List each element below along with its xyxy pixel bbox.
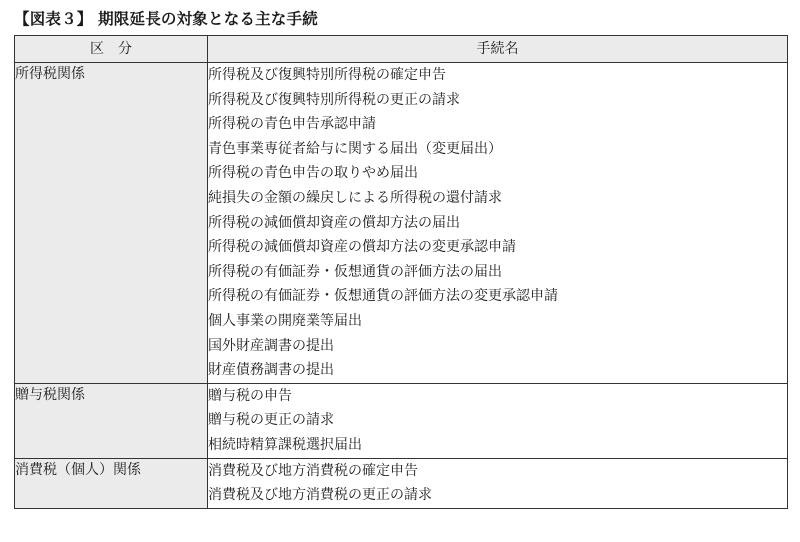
category-cell: 所得税関係 [15, 63, 208, 384]
procedure-item: 所得税の青色申告承認申請 [208, 116, 376, 133]
procedure-list-cell [208, 383, 788, 458]
procedure-list [208, 63, 787, 383]
procedure-item: 所得税の減価償却資産の償却方法の変更承認申請 [208, 239, 516, 256]
figure-title: 【図表３】 期限延長の対象となる主な手続 [14, 10, 318, 28]
procedure-item: 純損失の金額の繰戻しによる所得税の還付請求 [208, 189, 502, 206]
procedure-item: 財産債務調書の提出 [208, 362, 334, 379]
procedure-item: 所得税の減価償却資産の償却方法の届出 [208, 214, 460, 231]
table-header-row [15, 36, 788, 63]
procedure-list [208, 459, 787, 508]
procedure-item: 所得税及び復興特別所得税の更正の請求 [208, 91, 460, 108]
procedure-item: 個人事業の開廃業等届出 [208, 312, 362, 329]
procedure-list-cell [208, 458, 788, 508]
category-cell: 贈与税関係 [15, 383, 208, 458]
header-procedure: 手続名 [208, 36, 788, 63]
procedure-item: 所得税及び復興特別所得税の確定申告 [208, 67, 446, 83]
procedure-item: 国外財産調書の提出 [208, 337, 334, 354]
procedure-item: 消費税及び地方消費税の更正の請求 [208, 487, 432, 504]
category-cell: 消費税（個人）関係 [15, 458, 208, 508]
procedures-table [14, 35, 788, 509]
table-row [15, 383, 788, 458]
procedure-list [208, 384, 787, 458]
procedure-item: 青色事業専従者給与に関する届出（変更届出） [208, 140, 502, 157]
procedure-item: 相続時精算課税選択届出 [208, 436, 362, 453]
table-row [15, 458, 788, 508]
procedure-item: 贈与税の申告 [208, 387, 292, 404]
procedure-item: 所得税の有価証券・仮想通貨の評価方法の変更承認申請 [208, 288, 558, 305]
table-row [15, 63, 788, 384]
procedure-item: 消費税及び地方消費税の確定申告 [208, 462, 418, 479]
procedure-item: 所得税の青色申告の取りやめ届出 [208, 165, 418, 182]
procedure-list-cell [208, 63, 788, 384]
procedure-item: 贈与税の更正の請求 [208, 412, 334, 429]
table-body [15, 63, 788, 509]
header-category: 区 分 [15, 36, 208, 63]
procedure-item: 所得税の有価証券・仮想通貨の評価方法の届出 [208, 263, 502, 280]
